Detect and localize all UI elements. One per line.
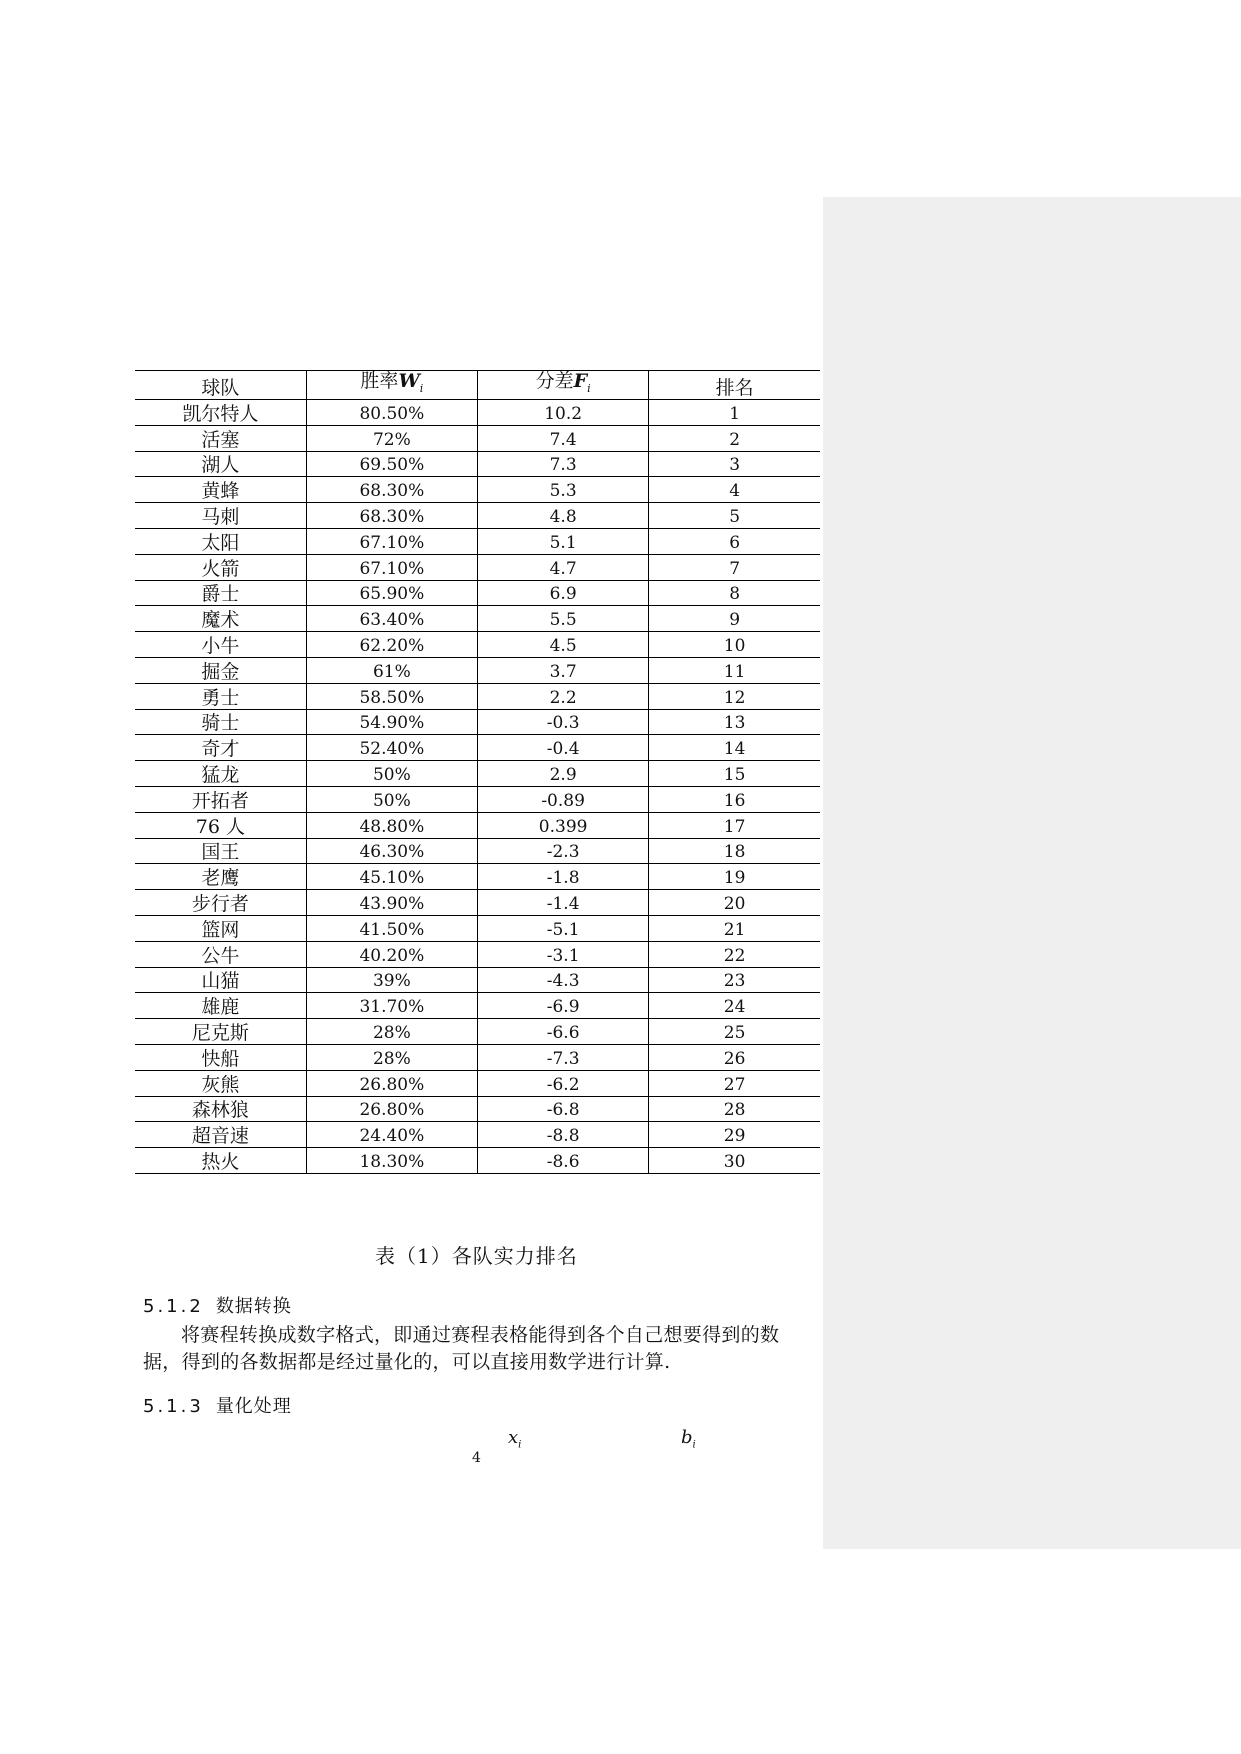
table-row xyxy=(135,967,820,993)
point-diff-cell: 4.8 xyxy=(478,503,649,529)
team-cell: 雄鹿 xyxy=(135,993,306,1019)
win-rate-cell: 50% xyxy=(306,786,477,812)
team-cell: 掘金 xyxy=(135,657,306,683)
rank-cell: 28 xyxy=(649,1096,820,1122)
point-diff-cell: 7.3 xyxy=(478,451,649,477)
rank-cell: 27 xyxy=(649,1070,820,1096)
point-diff-cell: -3.1 xyxy=(478,941,649,967)
table-caption: 表（1）各队实力排名 xyxy=(375,1244,578,1268)
point-diff-cell: -1.8 xyxy=(478,864,649,890)
win-rate-cell: 40.20% xyxy=(306,941,477,967)
win-rate-cell: 43.90% xyxy=(306,890,477,916)
header-win-rate xyxy=(306,371,477,400)
point-diff-cell: -8.6 xyxy=(478,1148,649,1174)
point-diff-cell: 2.9 xyxy=(478,761,649,787)
table-row xyxy=(135,1122,820,1148)
header-rank: 排名 xyxy=(649,371,820,400)
team-cell: 国王 xyxy=(135,838,306,864)
table-row xyxy=(135,554,820,580)
team-cell: 森林狼 xyxy=(135,1096,306,1122)
team-cell: 老鹰 xyxy=(135,864,306,890)
table-row xyxy=(135,1044,820,1070)
win-rate-cell: 63.40% xyxy=(306,606,477,632)
point-diff-cell: 5.3 xyxy=(478,477,649,503)
point-diff-cell: -2.3 xyxy=(478,838,649,864)
team-cell: 猛龙 xyxy=(135,761,306,787)
rank-cell: 20 xyxy=(649,890,820,916)
team-cell: 76 人 xyxy=(135,812,306,838)
point-diff-cell: -6.2 xyxy=(478,1070,649,1096)
rank-cell: 25 xyxy=(649,1019,820,1045)
body-paragraph: 将赛程转换成数字格式，即通过赛程表格能得到各个自己想要得到的数据，得到的各数据都是经过量化的，可以直接用数学进行计算. xyxy=(143,1324,780,1373)
section-number: 5.1.3 xyxy=(143,1396,204,1417)
win-rate-cell: 65.90% xyxy=(306,580,477,606)
team-cell: 热火 xyxy=(135,1148,306,1174)
rank-cell: 22 xyxy=(649,941,820,967)
win-rate-cell: 54.90% xyxy=(306,709,477,735)
point-diff-cell: 5.5 xyxy=(478,606,649,632)
rank-cell: 2 xyxy=(649,425,820,451)
table-row xyxy=(135,812,820,838)
header-win-rate-label: 胜率 xyxy=(360,370,399,393)
point-diff-cell: -0.89 xyxy=(478,786,649,812)
win-rate-cell: 52.40% xyxy=(306,735,477,761)
team-cell: 奇才 xyxy=(135,735,306,761)
win-rate-cell: 28% xyxy=(306,1044,477,1070)
point-diff-cell: -6.9 xyxy=(478,993,649,1019)
header-win-rate-sub: i xyxy=(419,382,424,395)
point-diff-cell: -1.4 xyxy=(478,890,649,916)
team-cell: 太阳 xyxy=(135,528,306,554)
rank-cell: 6 xyxy=(649,528,820,554)
team-cell: 尼克斯 xyxy=(135,1019,306,1045)
rank-cell: 8 xyxy=(649,580,820,606)
rank-cell: 19 xyxy=(649,864,820,890)
point-diff-cell: -6.8 xyxy=(478,1096,649,1122)
table-row xyxy=(135,632,820,658)
win-rate-cell: 58.50% xyxy=(306,683,477,709)
team-cell: 火箭 xyxy=(135,554,306,580)
team-cell: 开拓者 xyxy=(135,786,306,812)
page-number: 4 xyxy=(472,1450,481,1466)
point-diff-cell: 0.399 xyxy=(478,812,649,838)
win-rate-cell: 45.10% xyxy=(306,864,477,890)
formula-var-b xyxy=(681,1427,696,1451)
team-cell: 灰熊 xyxy=(135,1070,306,1096)
point-diff-cell: -0.4 xyxy=(478,735,649,761)
point-diff-cell: -5.1 xyxy=(478,915,649,941)
team-cell: 步行者 xyxy=(135,890,306,916)
rank-cell: 3 xyxy=(649,451,820,477)
table-row xyxy=(135,657,820,683)
rank-cell: 10 xyxy=(649,632,820,658)
win-rate-cell: 31.70% xyxy=(306,993,477,1019)
table-row xyxy=(135,425,820,451)
section-heading-5-1-3 xyxy=(143,1392,292,1418)
header-diff-sub: i xyxy=(587,382,591,395)
table-row xyxy=(135,400,820,426)
formula-x-sub: i xyxy=(518,1439,522,1451)
team-cell: 骑士 xyxy=(135,709,306,735)
rank-cell: 15 xyxy=(649,761,820,787)
table-row xyxy=(135,1070,820,1096)
win-rate-cell: 50% xyxy=(306,761,477,787)
section-title: 量化处理 xyxy=(215,1396,292,1417)
table-row xyxy=(135,528,820,554)
win-rate-cell: 18.30% xyxy=(306,1148,477,1174)
point-diff-cell: 5.1 xyxy=(478,528,649,554)
team-cell: 马刺 xyxy=(135,503,306,529)
rank-cell: 5 xyxy=(649,503,820,529)
team-cell: 湖人 xyxy=(135,451,306,477)
rank-cell: 24 xyxy=(649,993,820,1019)
table-row xyxy=(135,709,820,735)
formula-b: b xyxy=(681,1427,693,1448)
rank-cell: 1 xyxy=(649,400,820,426)
point-diff-cell: 4.7 xyxy=(478,554,649,580)
win-rate-cell: 67.10% xyxy=(306,528,477,554)
point-diff-cell: 10.2 xyxy=(478,400,649,426)
rank-cell: 7 xyxy=(649,554,820,580)
win-rate-cell: 67.10% xyxy=(306,554,477,580)
point-diff-cell: -6.6 xyxy=(478,1019,649,1045)
point-diff-cell: 3.7 xyxy=(478,657,649,683)
win-rate-cell: 48.80% xyxy=(306,812,477,838)
win-rate-cell: 72% xyxy=(306,425,477,451)
team-cell: 凯尔特人 xyxy=(135,400,306,426)
header-team: 球队 xyxy=(135,371,306,400)
team-cell: 山猫 xyxy=(135,967,306,993)
table-row xyxy=(135,503,820,529)
rank-cell: 11 xyxy=(649,657,820,683)
table-body xyxy=(135,400,820,1174)
table-row xyxy=(135,580,820,606)
table-row xyxy=(135,941,820,967)
win-rate-cell: 26.80% xyxy=(306,1070,477,1096)
table-row xyxy=(135,1148,820,1174)
team-ranking-table xyxy=(135,370,820,1174)
rank-cell: 9 xyxy=(649,606,820,632)
win-rate-cell: 46.30% xyxy=(306,838,477,864)
formula-b-sub: i xyxy=(692,1439,696,1451)
comment-margin-pane xyxy=(823,197,1241,1549)
rank-cell: 12 xyxy=(649,683,820,709)
point-diff-cell: 6.9 xyxy=(478,580,649,606)
table-row xyxy=(135,1096,820,1122)
table-row xyxy=(135,864,820,890)
win-rate-cell: 80.50% xyxy=(306,400,477,426)
point-diff-cell: -7.3 xyxy=(478,1044,649,1070)
win-rate-cell: 69.50% xyxy=(306,451,477,477)
team-cell: 黄蜂 xyxy=(135,477,306,503)
rank-cell: 30 xyxy=(649,1148,820,1174)
table-row xyxy=(135,786,820,812)
team-cell: 爵士 xyxy=(135,580,306,606)
table-row xyxy=(135,890,820,916)
team-cell: 活塞 xyxy=(135,425,306,451)
table-row xyxy=(135,761,820,787)
rank-cell: 23 xyxy=(649,967,820,993)
section-number: 5.1.2 xyxy=(143,1296,204,1317)
point-diff-cell: -0.3 xyxy=(478,709,649,735)
table-row xyxy=(135,735,820,761)
table-header-row xyxy=(135,371,820,400)
section-heading-5-1-2 xyxy=(143,1292,292,1318)
header-win-rate-var: W xyxy=(398,370,420,393)
table-row xyxy=(135,838,820,864)
table-row xyxy=(135,477,820,503)
rank-cell: 18 xyxy=(649,838,820,864)
table-row xyxy=(135,1019,820,1045)
win-rate-cell: 24.40% xyxy=(306,1122,477,1148)
team-cell: 快船 xyxy=(135,1044,306,1070)
point-diff-cell: 7.4 xyxy=(478,425,649,451)
win-rate-cell: 68.30% xyxy=(306,503,477,529)
team-cell: 篮网 xyxy=(135,915,306,941)
win-rate-cell: 68.30% xyxy=(306,477,477,503)
point-diff-cell: 2.2 xyxy=(478,683,649,709)
rank-cell: 21 xyxy=(649,915,820,941)
section-title: 数据转换 xyxy=(215,1296,292,1317)
win-rate-cell: 41.50% xyxy=(306,915,477,941)
table-row xyxy=(135,683,820,709)
table-row xyxy=(135,993,820,1019)
rank-cell: 26 xyxy=(649,1044,820,1070)
point-diff-cell: -8.8 xyxy=(478,1122,649,1148)
win-rate-cell: 28% xyxy=(306,1019,477,1045)
header-diff-var: F xyxy=(573,370,588,393)
table-row xyxy=(135,915,820,941)
rank-cell: 4 xyxy=(649,477,820,503)
formula-var-x xyxy=(508,1427,521,1451)
rank-cell: 14 xyxy=(649,735,820,761)
team-cell: 超音速 xyxy=(135,1122,306,1148)
rank-cell: 29 xyxy=(649,1122,820,1148)
rank-cell: 13 xyxy=(649,709,820,735)
rank-cell: 16 xyxy=(649,786,820,812)
point-diff-cell: -4.3 xyxy=(478,967,649,993)
formula-x: x xyxy=(508,1427,519,1448)
rank-cell: 17 xyxy=(649,812,820,838)
team-cell: 小牛 xyxy=(135,632,306,658)
point-diff-cell: 4.5 xyxy=(478,632,649,658)
team-cell: 勇士 xyxy=(135,683,306,709)
team-cell: 公牛 xyxy=(135,941,306,967)
header-point-diff xyxy=(478,371,649,400)
win-rate-cell: 61% xyxy=(306,657,477,683)
table-row xyxy=(135,451,820,477)
table-row xyxy=(135,606,820,632)
win-rate-cell: 62.20% xyxy=(306,632,477,658)
win-rate-cell: 26.80% xyxy=(306,1096,477,1122)
header-diff-label: 分差 xyxy=(535,370,574,393)
win-rate-cell: 39% xyxy=(306,967,477,993)
team-cell: 魔术 xyxy=(135,606,306,632)
